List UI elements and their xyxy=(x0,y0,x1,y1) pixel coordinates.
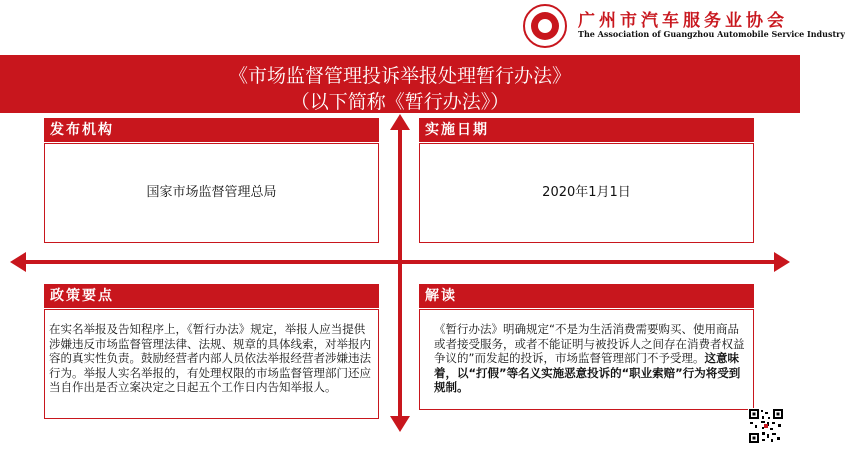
title-line-2: （以下简称《暂行办法》） xyxy=(290,91,510,113)
arrow-left-icon xyxy=(10,252,26,272)
box-issuing-agency xyxy=(44,143,379,243)
box-effective-date xyxy=(419,143,754,243)
label-effective-date: 实施日期 xyxy=(419,118,754,142)
horizontal-axis xyxy=(26,260,774,264)
issuing-agency-value: 国家市场监督管理总局 xyxy=(146,185,277,200)
vertical-axis xyxy=(398,128,402,418)
label-policy-points: 政策要点 xyxy=(44,284,379,308)
interpretation-text-normal: 《暂行办法》明确规定“不是为生活消费需要购买、使用商品或者接受服务，或者不能证明与被投诉人之间存在消费者权益争议的”而发起的投诉，市场监督管理部门不予受理。 xyxy=(434,322,745,365)
label-issuing-agency: 发布机构 xyxy=(44,118,379,142)
qr-code xyxy=(748,408,784,444)
title-line-1: 《市场监督管理投诉举报处理暂行办法》 xyxy=(228,65,571,87)
arrow-up-icon xyxy=(390,114,410,130)
label-interpretation: 解读 xyxy=(419,284,754,308)
org-name-cn: 广州市汽车服务业协会 xyxy=(578,11,788,31)
interpretation-text-bold: 这意味着，以“打假”等名义实施恶意投诉的“职业索赔”行为将受到规制。 xyxy=(434,351,741,394)
box-policy-points xyxy=(44,309,379,419)
title-band xyxy=(0,55,800,113)
arrow-down-icon xyxy=(390,416,410,432)
policy-points-text: 在实名举报及告知程序上，《暂行办法》规定，举报人应当提供涉嫌违反市场监督管理法律、法规、规章的具体线索，对举报内容的真实性负责。鼓励经营者内部人员依法举报经营者涉嫌违法行为。举报人实名举报的，有处理权限的市场监督管理部门还应当自作出是否立案决定之日起五个工作日内告知举报人。 xyxy=(49,322,371,394)
interpretation-text xyxy=(434,322,745,395)
effective-date-value: 2020年1月1日 xyxy=(542,185,631,200)
box-interpretation xyxy=(419,309,754,410)
arrow-right-icon xyxy=(774,252,790,272)
org-name-en: The Association of Guangzhou Automobile Service Industry xyxy=(578,29,845,39)
association-logo xyxy=(523,4,567,48)
